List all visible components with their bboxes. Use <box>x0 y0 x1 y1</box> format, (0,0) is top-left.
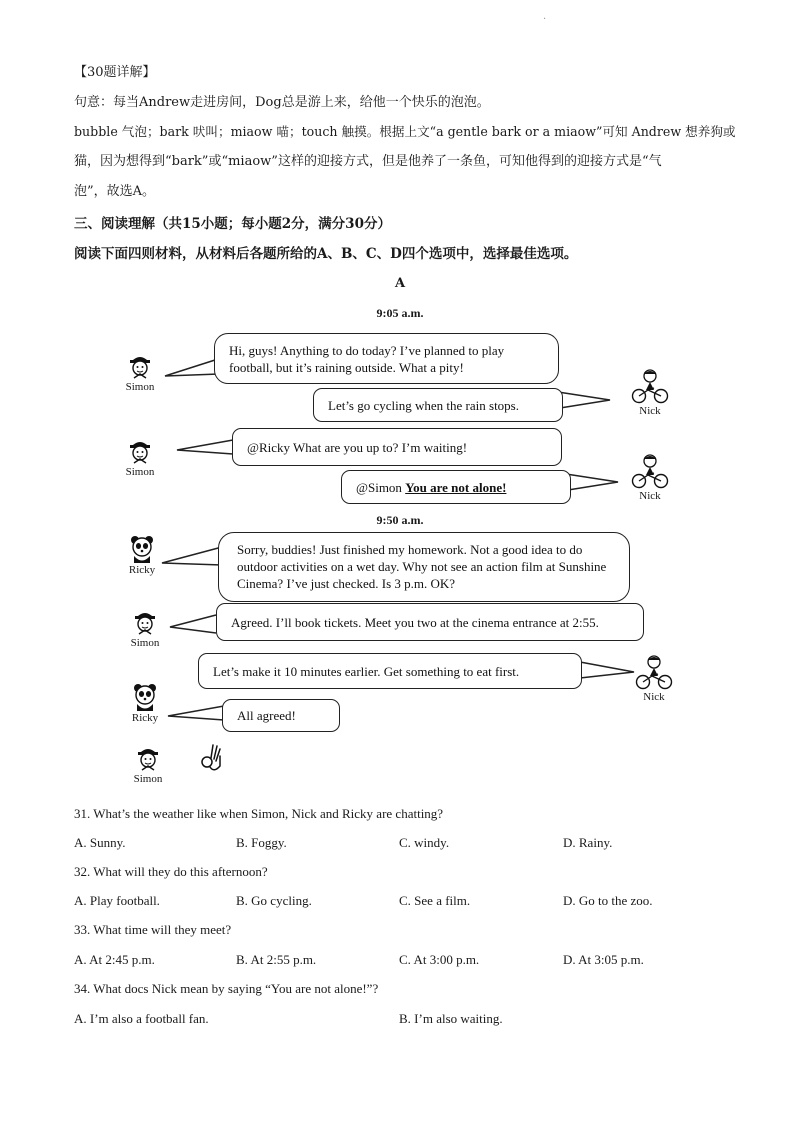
chat-message-nick-2 <box>341 470 571 504</box>
nick-name: Nick <box>639 405 661 417</box>
question-31-stem: 31. What’s the weather like when Simon, Nick and Ricky are chatting? <box>74 806 444 821</box>
question-32-option-c: C. See a film. <box>399 893 471 908</box>
bubble-tail <box>166 704 226 724</box>
question-32-option-d: D. Go to the zoo. <box>563 893 653 908</box>
chat-message-simon-2: @Ricky What are you up to? I’m waiting! <box>232 428 562 466</box>
boy-cap-icon <box>127 352 153 380</box>
boy-cap-icon <box>135 744 161 772</box>
question-32-option-a: A. Play football. <box>74 893 160 908</box>
section-title: 三、阅读理解（共15小题；每小题2分，满分30分） <box>74 216 391 232</box>
question-31-option-a: A. Sunny. <box>74 835 126 850</box>
simon-name: Simon <box>125 466 155 478</box>
cyclist-icon <box>634 654 674 690</box>
chat-time-2: 9:50 a.m. <box>376 513 424 527</box>
boy-cap-icon <box>127 437 153 465</box>
chat-message-nick-1: Let’s go cycling when the rain stops. <box>313 388 563 422</box>
chat-message-simon-1: Hi, guys! Anything to do today? I’ve planned to play football, but it’s raining outside. What a pity! <box>214 333 559 384</box>
cyclist-icon <box>630 368 670 404</box>
question-34-option-b: B. I’m also waiting. <box>399 1011 503 1026</box>
simon-avatar <box>110 352 170 393</box>
explanation-line-3: 猫，因为想得到“bark”或“miaow”这样的迎接方式，但是他养了一条鱼，可知他得到的迎接方式是“气 <box>74 154 662 169</box>
bubble-tail <box>160 545 224 569</box>
question-33-option-a: A. At 2:45 p.m. <box>74 952 155 967</box>
section-instruction: 阅读下面四则材料，从材料后各题所给的A、B、C、D四个选项中，选择最佳选项。 <box>74 246 578 262</box>
chat-message-nick-3: Let’s make it 10 minutes earlier. Get something to eat first. <box>198 653 582 689</box>
nick-avatar <box>624 654 684 703</box>
question-34-option-a: A. I’m also a football fan. <box>74 1011 209 1026</box>
chat-message-ricky-2: All agreed! <box>222 699 340 732</box>
simon-avatar <box>115 608 175 649</box>
nick-avatar <box>620 368 680 417</box>
bubble-tail <box>556 388 612 412</box>
bubble-tail <box>168 613 218 637</box>
simon-avatar <box>118 744 178 785</box>
explanation-line-2: bubble 气泡；bark 吠叫；miaow 喵；touch 触摸。根据上文“a gentle bark or a miaow”可知 Andrew 想养狗或 <box>74 124 736 139</box>
question-33-option-c: C. At 3:00 p.m. <box>399 952 480 967</box>
chat-message-ricky-1: Sorry, buddies! Just finished my homework. Not a good idea to do outdoor activities on a wet day. Why not see an action film at Sunshine Cinema? I’ve just checked. Is 3 p.m. OK? <box>218 532 630 602</box>
question-33-stem: 33. What time will they meet? <box>74 922 232 937</box>
nick-name: Nick <box>639 490 661 502</box>
question-34-stem: 34. What docs Nick mean by saying “You are not alone!”? <box>74 981 379 996</box>
explanation-line-4: 泡”，故选A。 <box>74 184 156 199</box>
header-mark: · <box>543 14 547 25</box>
question-31-option-d: D. Rainy. <box>563 835 613 850</box>
passage-label: A <box>394 276 406 291</box>
panda-icon <box>129 535 155 563</box>
simon-name: Simon <box>130 637 160 649</box>
ricky-name: Ricky <box>128 564 156 576</box>
boy-cap-icon <box>132 608 158 636</box>
explanation-line-1: 句意：每当Andrew走进房间，Dog总是游上来，给他一个快乐的泡泡。 <box>74 95 490 110</box>
bubble-tail <box>564 470 620 494</box>
question-32-stem: 32. What will they do this afternoon? <box>74 864 268 879</box>
simon-name: Simon <box>125 381 155 393</box>
chat-highlight: You are not alone! <box>405 480 507 495</box>
chat-time-1: 9:05 a.m. <box>376 306 424 320</box>
nick-avatar <box>620 453 680 502</box>
simon-avatar <box>110 437 170 478</box>
ok-hand-icon <box>198 742 224 776</box>
chat-message-simon-3: Agreed. I’ll book tickets. Meet you two at the cinema entrance at 2:55. <box>216 603 644 641</box>
panda-icon <box>132 683 158 711</box>
question-31-option-c: C. windy. <box>399 835 450 850</box>
chat-mention: @Simon <box>356 480 406 495</box>
bubble-tail <box>175 436 235 458</box>
question-33-option-d: D. At 3:05 p.m. <box>563 952 644 967</box>
nick-name: Nick <box>643 691 665 703</box>
question-31-option-b: B. Foggy. <box>236 835 287 850</box>
explanation-title: 【30题详解】 <box>74 65 156 80</box>
cyclist-icon <box>630 453 670 489</box>
ricky-name: Ricky <box>131 712 159 724</box>
question-32-option-b: B. Go cycling. <box>236 893 312 908</box>
simon-name: Simon <box>133 773 163 785</box>
question-33-option-b: B. At 2:55 p.m. <box>236 952 317 967</box>
